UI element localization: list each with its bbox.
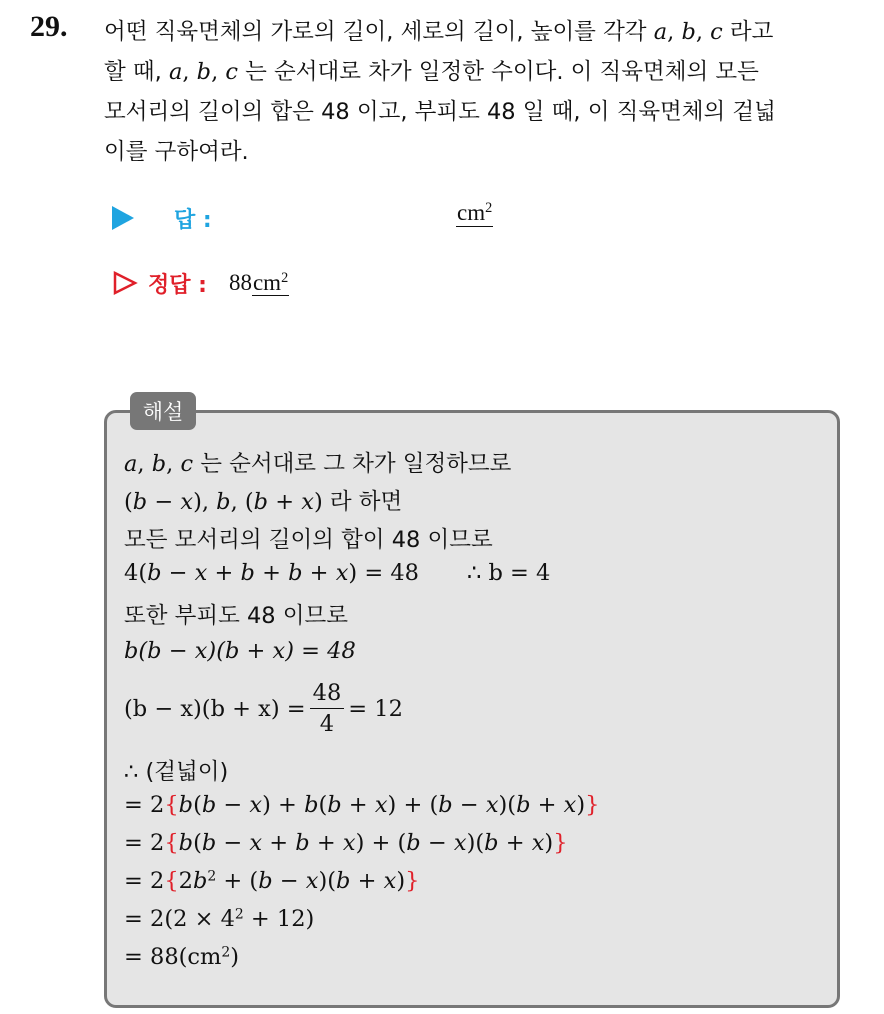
solution-line-9: = 2{b(b − x) + b(b + x) + (b − x)(b + x)} [124,792,600,818]
question-text [104,12,864,172]
solution-line-6: b(b − x)(b + x) = 48 [124,638,356,664]
question-line-1: 어떤 직육면체의 가로의 길이, 세로의 길이, 높이를 각각 a, b, c 라고 [104,19,774,45]
solution-tab: 해설 [130,392,196,430]
question-line-4: 이를 구하여라. [104,139,249,165]
answer-blank[interactable]: $cm^2$ [457,200,493,225]
solution-line-8: ∴ (겉넓이) [124,759,229,785]
solution-line-10: = 2{b(b − x + b + x) + (b − x)(b + x)} [124,830,568,856]
question-number: 29. [30,10,68,43]
solution-line-4: 4(b − x + b + b + x) = 48 ∴ b = 4 [124,560,551,586]
correct-answer-label: 정답 : [148,272,207,298]
fraction: $\frac{48}{4}$ [310,678,345,739]
solution-line-12: = $2(2 \times 4^2 + 12)$ [124,906,315,932]
answer-row [112,198,532,238]
answer-label: 답 : [174,207,212,233]
correct-answer-row [112,263,532,303]
solution-line-13: = $88(cm^2)$ [124,944,240,970]
solution-line-5: 또한 부피도 48 이므로 [124,603,348,629]
play-triangle-icon [112,206,134,230]
question-line-3: 모서리의 길이의 합은 48 이고, 부피도 48 일 때, 이 직육면체의 겉넓 [104,99,776,125]
solution-line-11: = $2\{2b^2 + (b - x)(b + x)\}$ [124,868,420,894]
outline-triangle-icon [112,270,138,296]
solution-line-2: (b − x), b, (b + x) 라 하면 [124,489,403,515]
question-line-2: 할 때, a, b, c 는 순서대로 차가 일정한 수이다. 이 직육면체의 모든 [104,59,759,85]
solution-line-7: (b − x)(b + x) = $\frac{48}{4}$ = 12 [124,680,403,737]
solution-line-1: a, b, c 는 순서대로 그 차가 일정하므로 [124,451,512,477]
solution-line-3: 모든 모서리의 길이의 합이 48 이므로 [124,527,493,553]
correct-answer-value: $88cm^2$ [228,270,289,295]
